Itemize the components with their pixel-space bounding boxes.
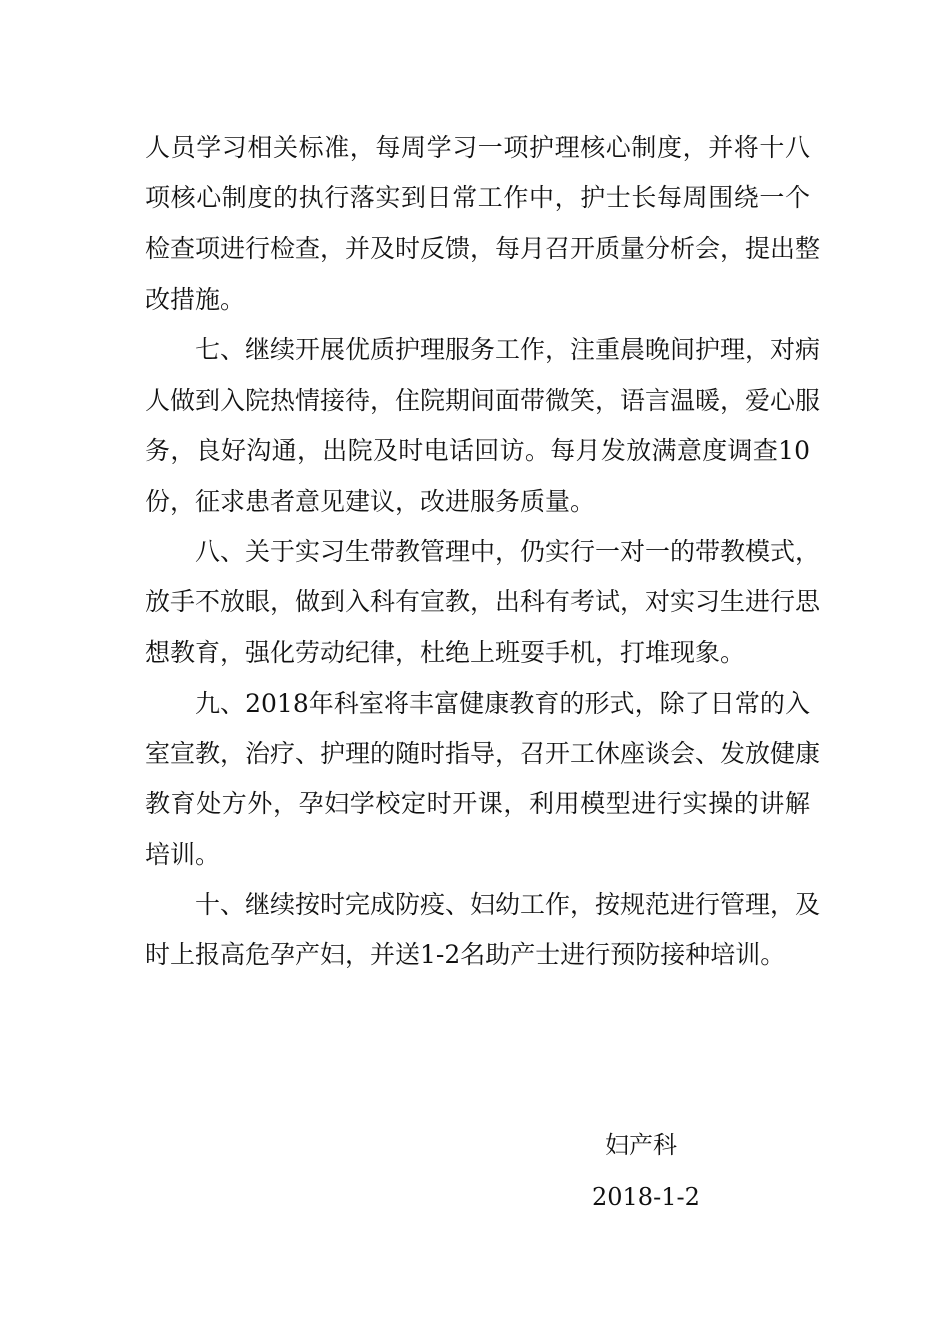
paragraph-line: 教育处方外，孕妇学校定时开课，利用模型进行实操的讲解 <box>145 789 810 818</box>
signature-date: 2018-1-2 <box>592 1183 700 1211</box>
paragraph-line: 室宣教，治疗、护理的随时指导，召开工休座谈会、发放健康 <box>145 739 821 768</box>
paragraph-line: 七、继续开展优质护理服务工作，注重晨晚间护理，对病 <box>195 335 821 364</box>
paragraph-line: 想教育，强化劳动纪律，杜绝上班耍手机，打堆现象。 <box>145 638 746 667</box>
paragraph-line: 时上报高危孕产妇，并送1-2名助产士进行预防接种培训。 <box>145 940 786 969</box>
paragraph-line: 人员学习相关标准，每周学习一项护理核心制度，并将十八 <box>145 133 810 162</box>
paragraph-line: 十、继续按时完成防疫、妇幼工作，按规范进行管理，及 <box>195 890 821 919</box>
paragraph-line: 九、2018年科室将丰富健康教育的形式，除了日常的入 <box>195 689 810 718</box>
paragraph-line: 改措施。 <box>145 285 246 314</box>
paragraph-line: 检查项进行检查，并及时反馈，每月召开质量分析会，提出整 <box>145 234 821 263</box>
paragraph-line: 项核心制度的执行落实到日常工作中，护士长每周围绕一个 <box>145 183 810 212</box>
paragraph-line: 八、关于实习生带教管理中，仍实行一对一的带教模式， <box>195 537 821 566</box>
paragraph-line: 务，良好沟通，出院及时电话回访。每月发放满意度调查10 <box>145 436 810 465</box>
paragraph-line: 放手不放眼，做到入科有宣教，出科有考试，对实习生进行思 <box>145 587 821 616</box>
paragraph-line: 人做到入院热情接待，住院期间面带微笑，语言温暖，爱心服 <box>145 386 821 415</box>
paragraph-line: 份，征求患者意见建议，改进服务质量。 <box>145 487 596 516</box>
paragraph-line: 培训。 <box>145 840 221 869</box>
signature-department: 妇产科 <box>605 1131 677 1159</box>
